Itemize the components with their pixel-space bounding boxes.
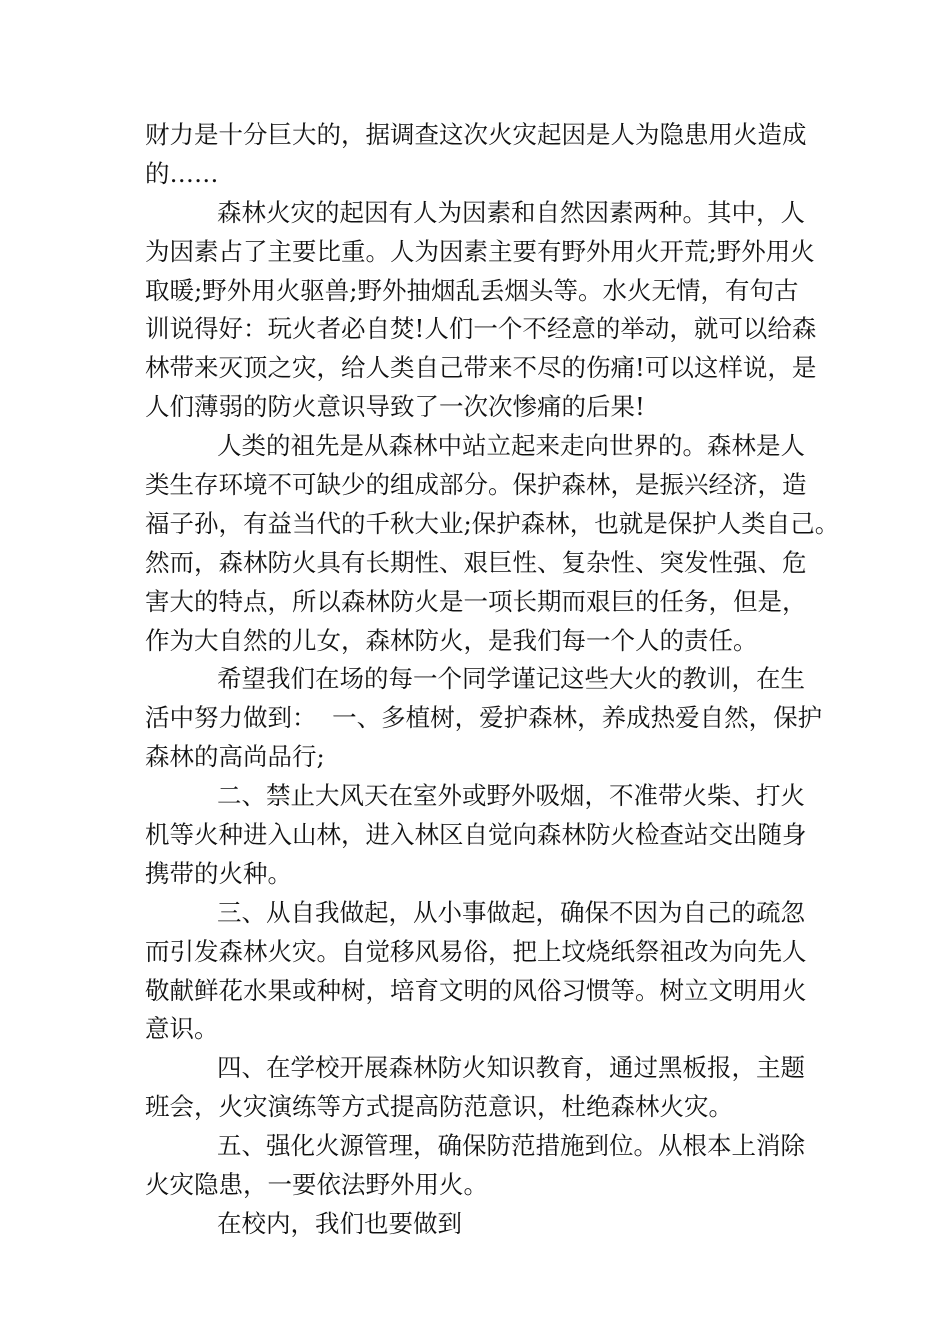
text-line: 希望我们在场的每一个同学谨记这些大火的教训，在生: [217, 664, 805, 694]
text-line: 人类的祖先是从森林中站立起来走向世界的。森林是人: [217, 431, 805, 461]
text-line: 取暖;野外用火驱兽;野外抽烟乱丢烟头等。水火无情，有句古: [145, 275, 799, 305]
text-line: 类生存环境不可缺少的组成部分。保护森林，是振兴经济，造: [145, 470, 807, 500]
text-line: 三、从自我做起，从小事做起，确保不因为自己的疏忽: [217, 897, 805, 927]
text-line: 作为大自然的儿女，森林防火，是我们每一个人的责任。: [145, 625, 758, 655]
text-line: 害大的特点，所以森林防火是一项长期而艰巨的任务，但是，: [145, 586, 807, 616]
text-line: 人们薄弱的防火意识导致了一次次惨痛的后果!: [145, 392, 645, 422]
text-line: 五、强化火源管理，确保防范措施到位。从根本上消除: [217, 1131, 805, 1161]
text-line: 森林火灾的起因有人为因素和自然因素两种。其中，人: [217, 197, 805, 227]
text-line: 森林的高尚品行;: [145, 742, 325, 772]
text-line: 而引发森林火灾。自觉移风易俗，把上坟烧纸祭祖改为向先人: [145, 936, 807, 966]
text-line: 敬献鲜花水果或种树，培育文明的风俗习惯等。树立文明用火: [145, 975, 807, 1005]
text-line: 四、在学校开展森林防火知识教育，通过黑板报，主题: [217, 1053, 805, 1083]
text-line: 然而，森林防火具有长期性、艰巨性、复杂性、突发性强、危: [145, 547, 807, 577]
text-line: 在校内，我们也要做到: [217, 1208, 462, 1238]
text-line: 机等火种进入山林，进入林区自觉向森林防火检查站交出随身: [145, 820, 807, 850]
text-line: 二、禁止大风天在室外或野外吸烟，不准带火柴、打火: [217, 781, 805, 811]
text-line: 班会，火灾演练等方式提高防范意识，杜绝森林火灾。: [145, 1092, 733, 1122]
text-line: 财力是十分巨大的，据调查这次火灾起因是人为隐患用火造成: [145, 120, 807, 149]
text-line: 的……: [145, 158, 219, 188]
text-line: 火灾隐患，一要依法野外用火。: [145, 1170, 488, 1200]
text-line: 训说得好：玩火者必自焚!人们一个不经意的举动，就可以给森: [145, 314, 817, 344]
document-body: [145, 116, 840, 1244]
text-line: 为因素占了主要比重。人为因素主要有野外用火开荒;野外用火: [145, 236, 815, 266]
text-line: 活中努力做到： 一、多植树，爱护森林，养成热爱自然，保护: [145, 703, 823, 733]
text-line: 意识。: [145, 1014, 219, 1044]
text-line: 福子孙，有益当代的千秋大业;保护森林，也就是保护人类自己。: [145, 508, 840, 538]
text-line: 携带的火种。: [145, 858, 292, 888]
text-line: 林带来灭顶之灾，给人类自己带来不尽的伤痛!可以这样说，是: [145, 353, 817, 383]
